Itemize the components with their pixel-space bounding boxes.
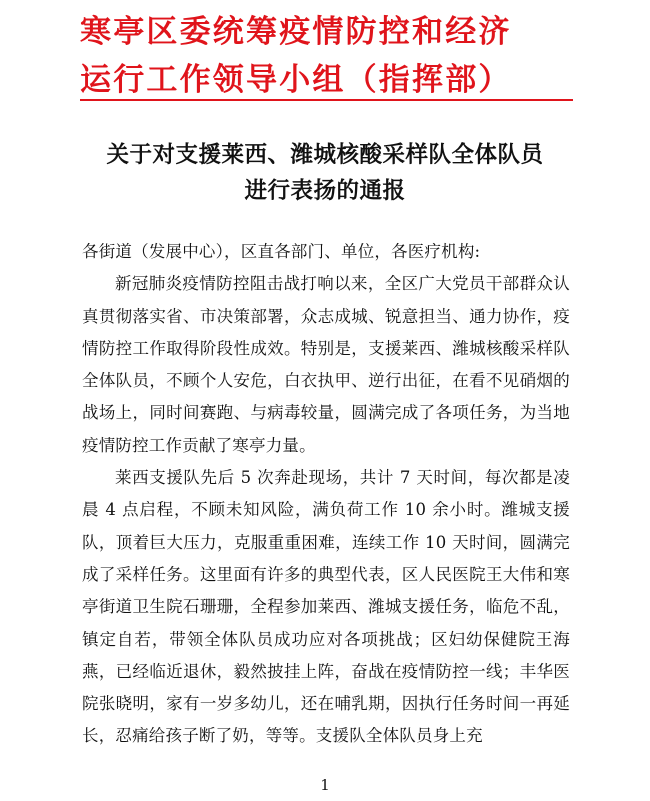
document-body [82,236,570,753]
document-title [60,137,590,209]
body-paragraph-1: 新冠肺炎疫情防控阻击战打响以来，全区广大党员干部群众认真贯彻落实省、市决策部署，众志成城、锐意担当、通力协作，疫情防控工作取得阶段性成效。特别是，支援莱西、潍城核酸采样队全体队员，不顾个人安危，白衣执甲、逆行出征，在看不见硝烟的战场上，同时间赛跑、与病毒较量，圆满完成了各项任务，为当地疫情防控工作贡献了寒亭力量。 [82,274,570,455]
salutation: 各街道（发展中心），区直各部门、单位，各医疗机构: [82,242,481,261]
issuing-authority-header [80,8,580,104]
body-paragraph-2: 莱西支援队先后 5 次奔赴现场，共计 7 天时间，每次都是凌晨 4 点启程，不顾未知风险，满负荷工作 10 余小时。潍城支援队，顶着巨大压力，克服重重困难，连续工作 10 天时间，圆满完成了采样任务。这里面有许多的典型代表，区人民医院王大伟和寒亭街道卫生院石珊珊，全程参加莱西、潍城支援任务，临危不乱，镇定自若，带领全体队员成功应对各项挑战；区妇幼保健院王海燕，已经临近退休，毅然披挂上阵，奋战在疫情防控一线；丰华医院张晓明，家有一岁多幼儿，还在哺乳期，因执行任务时间一再延长，忍痛给孩子断了奶，等等。支援队全体队员身上充 [82,468,570,746]
title-line-2: 进行表扬的通报 [244,178,406,204]
header-line-2: 运行工作领导小组（指挥部） [80,62,512,98]
header-line-1: 寒亭区委统筹疫情防控和经济 [80,14,512,50]
title-line-1: 关于对支援莱西、潍城核酸采样队全体队员 [106,142,544,168]
red-divider-line [80,99,573,101]
page-number: 1 [320,776,330,794]
